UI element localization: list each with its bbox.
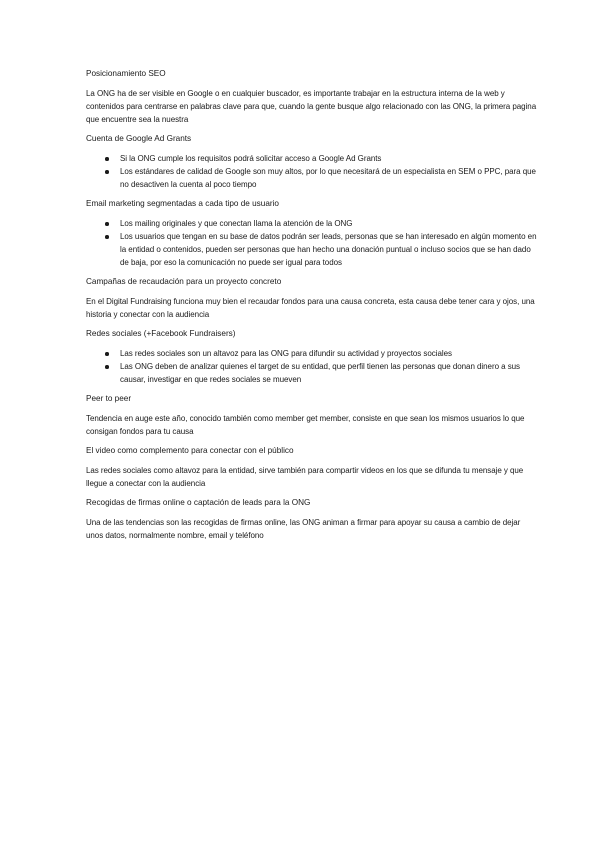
bullet-icon: [105, 365, 109, 369]
section-heading: Email marketing segmentadas a cada tipo de usuario: [86, 199, 279, 208]
section-heading: Cuenta de Google Ad Grants: [86, 134, 192, 143]
list-item: [86, 230, 539, 269]
list-item-text: Los mailing originales y que conectan llama la atención de la ONG: [120, 219, 353, 228]
section-paragraph: Las redes sociales como altavoz para la entidad, sirve también para compartir videos en los que se difunda tu mensaje y que llegue a conectar con la audiencia: [86, 466, 524, 488]
section-paragraph: Una de las tendencias son las recogidas de firmas online, las ONG animan a firmar para apoyar su causa a cambio de dejar unos datos, normalmente nombre, email y teléfono: [86, 518, 521, 540]
section-ad-grants: [86, 133, 539, 191]
section-social-media: [86, 328, 539, 386]
list-item-text: Si la ONG cumple los requisitos podrá solicitar acceso a Google Ad Grants: [120, 154, 382, 163]
section-seo: [86, 68, 539, 126]
bullet-icon: [105, 235, 109, 239]
bullet-list: [86, 152, 539, 191]
list-item-text: Los estándares de calidad de Google son muy altos, por lo que necesitará de un especialista en SEM o PPC, para que no desactiven la cuenta al poco tiempo: [120, 167, 536, 189]
section-heading: El video como complemento para conectar con el público: [86, 446, 294, 455]
section-heading: Posicionamiento SEO: [86, 69, 166, 78]
bullet-icon: [105, 157, 109, 161]
section-heading: Redes sociales (+Facebook Fundraisers): [86, 329, 236, 338]
list-item: [86, 165, 539, 191]
list-item: [86, 347, 539, 360]
list-item: [86, 152, 539, 165]
list-item-text: Las redes sociales son un altavoz para las ONG para difundir su actividad y proyectos sociales: [120, 349, 452, 358]
list-item: [86, 360, 539, 386]
bullet-icon: [105, 222, 109, 226]
section-heading: Recogidas de firmas online o captación de leads para la ONG: [86, 498, 311, 507]
section-heading: Campañas de recaudación para un proyecto concreto: [86, 277, 282, 286]
section-video: [86, 445, 539, 490]
section-signatures: [86, 497, 539, 542]
bullet-list: [86, 347, 539, 386]
section-heading: Peer to peer: [86, 394, 132, 403]
list-item-text: Las ONG deben de analizar quienes el target de su entidad, que perfil tienen las personas que donan dinero a sus causar, investigar en que redes sociales se mueven: [120, 362, 521, 384]
list-item: [86, 217, 539, 230]
section-peer-to-peer: [86, 393, 539, 438]
bullet-icon: [105, 352, 109, 356]
section-paragraph: La ONG ha de ser visible en Google o en cualquier buscador, es importante trabajar en la estructura interna de la web y contenidos para centrarse en palabras clave para que, cuando la gente busque algo relacionado con las ONG, la primera pagina que encuentre sea la nuestra: [86, 89, 537, 124]
section-campaigns: [86, 276, 539, 321]
section-paragraph: En el Digital Fundraising funciona muy bien el recaudar fondos para una causa concreta, esta causa debe tener cara y ojos, una historia y conectar con la audiencia: [86, 297, 535, 319]
list-item-text: Los usuarios que tengan en su base de datos podrán ser leads, personas que se han interesado en algún momento en la entidad o contenidos, pueden ser personas que han hecho una donación puntual o incluso socios que se han dado de baja, por eso la comunicación no puede ser igual para todos: [120, 232, 537, 267]
bullet-icon: [105, 170, 109, 174]
section-email-marketing: [86, 198, 539, 269]
section-paragraph: Tendencia en auge este año, conocido también como member get member, consiste en que sean los mismos usuarios lo que consigan fondos para tu causa: [86, 414, 525, 436]
bullet-list: [86, 217, 539, 269]
